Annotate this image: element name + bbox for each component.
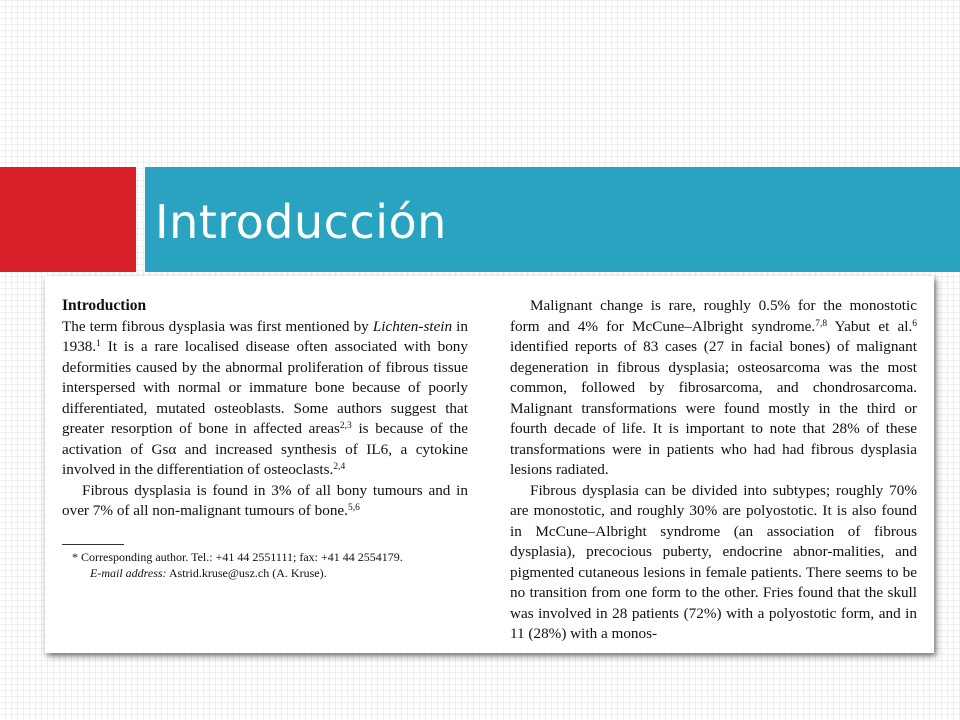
email-address: Astrid.kruse@usz.ch (A. Kruse). [166, 565, 327, 580]
article-right-column [510, 296, 917, 645]
text-run: in 1938. [62, 317, 468, 355]
left-paragraph-2 [62, 481, 468, 522]
citation-superscript: 5,6 [347, 503, 360, 513]
footnote-divider [62, 544, 124, 545]
slide-title: Introducción [155, 195, 447, 249]
article-heading: Introduction [62, 297, 147, 314]
citation-superscript: 1 [96, 339, 101, 349]
right-paragraph-1 [510, 296, 917, 481]
citation-superscript: 6 [912, 318, 917, 329]
title-bar [145, 167, 960, 272]
accent-red-block [0, 167, 136, 272]
text-run-italic: Lichten-stein [372, 317, 453, 335]
article-excerpt [45, 276, 934, 653]
footnote-corresponding-author: * Corresponding author. Tel.: +41 44 2551111; fax: +41 44 2554179. [72, 549, 403, 564]
article-left-column [62, 296, 468, 581]
text-run: It is a rare localised disease often associated with bony deformities caused by the abnormal proliferation of fibrous tissue interspersed with normal or immature bone because of poorly differentiated, mutated osteoblasts. Some authors suggest that greater resorption of bone in affected areas [62, 338, 468, 437]
citation-superscript: 7,8 [815, 318, 828, 329]
right-paragraph-2: Fibrous dysplasia can be divided into subtypes; roughly 70% are monostotic, and roughly 30% are polyostotic. It is also found in McCune–Albright syndrome (an association of fibrous dysplasia), precocious puberty, endocrine abnor-malities, and pigmented cutaneous lesions in female patients. There seems to be no transition from one form to the other. Fries found that the skull was involved in 28 patients (72%) with a polyostotic form, and in 11 (28%) with a monos- [510, 481, 917, 642]
text-run: identified reports of 83 cases (27 in facial bones) of malignant degeneration in fibrous dysplasia; osteosarcoma was the most common, followed by fibrosarcoma, and chondrosarcoma. Malignant transformations were found mostly in the third or fourth decade of life. It is important to note that 28% of these transformations were in patients who had had fibrous dysplasia lesions radiated. [510, 338, 917, 478]
footnote-email [62, 565, 468, 581]
text-run: Fibrous dysplasia is found in 3% of all bony tumours and in over 7% of all non-malignant tumours of bone. [62, 481, 468, 519]
text-run: The term fibrous dysplasia was first mentioned by [62, 317, 373, 335]
text-run: Yabut et al. [827, 317, 913, 335]
left-paragraph-1 [62, 317, 468, 481]
email-label: E-mail address: [90, 565, 167, 580]
text-run: Malignant change is rare, roughly 0.5% for the monostotic form and 4% for McCune–Albright syndrome. [510, 297, 917, 335]
citation-superscript: 2,4 [333, 462, 346, 472]
citation-superscript: 2,3 [339, 421, 352, 431]
text-run: is because of the activation of Gsα and increased synthesis of IL6, a cytokine involved in the differentiation of osteoclasts. [62, 420, 468, 478]
